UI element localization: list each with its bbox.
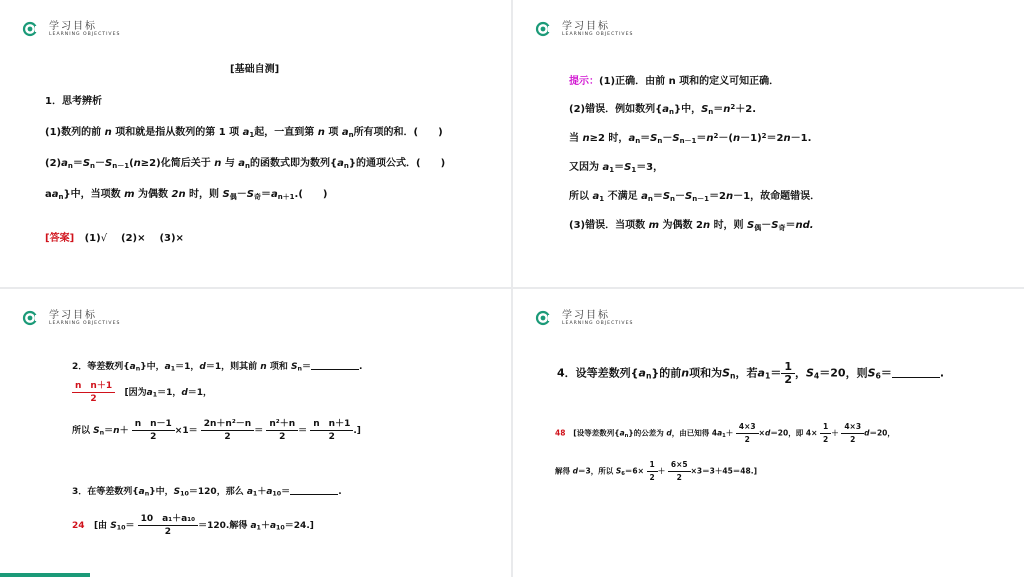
- slide-hint: [513, 0, 1024, 287]
- fraction: $\frac{4\times 3}{2}$: [736, 421, 759, 446]
- header-title: 学习目标: [562, 21, 610, 32]
- check-mark-icon: √: [100, 233, 108, 244]
- answer-blank: [290, 485, 338, 495]
- slide-basic-self-test: [0, 0, 511, 287]
- slide-question-4: [513, 289, 1024, 577]
- question-title: 1．思考辨析: [45, 96, 102, 107]
- fraction: $\frac{\text{n²＋n}}{2}$: [266, 418, 298, 443]
- header-subtitle: LEARNING OBJECTIVES: [562, 321, 634, 326]
- hint-line-2: (2)错误．例如数列$\{a_n\}$中，$S_n=n^2+2$.: [569, 102, 757, 116]
- question-2: 2．等差数列$\{a_n\}$中，$a_1=1$，d＝1，则其前 n 项和 $S_n=$ .: [72, 362, 363, 373]
- answer-2-fraction: $\frac{\text{n n＋1}}{2}$: [72, 380, 115, 405]
- fraction: $\frac{1}{2}$: [781, 361, 795, 386]
- header-subtitle: LEARNING OBJECTIVES: [49, 321, 121, 326]
- answer-blank: [311, 360, 359, 370]
- statement-2: $(2)a_n=S_n-S_{n-1}(n\ge 2)$化简后关于 n 与 $a_n$的函数式即为数列$\{a_n\}$的通项公式．( ): [45, 158, 446, 170]
- ring-logo-icon: [535, 310, 551, 326]
- statement-1: (1)数列的前 n 项和就是指从数列的第 1 项 $a_1$起，一直到第 n 项 $a_n$所有项的和．( ): [45, 127, 443, 139]
- fraction: $\frac{\text{10 a₁＋a₁₀}}{2}$: [138, 513, 199, 538]
- fraction: $\frac{\text{2n＋n²－n}}{2}$: [201, 418, 254, 443]
- statement-3: $aa_n$}中，当项数 m 为偶数 2n 时，则 $S_偶-S_奇=a_{n+1}$.( ): [45, 189, 328, 201]
- fraction: $\frac{\text{n n＋1}}{2}$: [310, 418, 353, 443]
- hint-line-3: 当 n≥2 时，$a_n=S_n-S_{n-1}=n^2-(n-1)^2=2n-1$.: [569, 131, 812, 145]
- fraction: $\frac{1}{2}$: [820, 421, 831, 446]
- answer-line: [答案] (1)√ (2)× (3)×: [45, 233, 184, 244]
- fraction: $\frac{6\times 5}{2}$: [668, 459, 691, 484]
- header-subtitle: LEARNING OBJECTIVES: [562, 32, 634, 37]
- header-subtitle: LEARNING OBJECTIVES: [49, 32, 121, 37]
- hint-line-1: 提示：(1)正确．由前 n 项和的定义可知正确．: [569, 76, 780, 87]
- answer-3-value: 24: [72, 521, 85, 531]
- answer-label: [答案]: [45, 233, 75, 244]
- answer-2-derivation: 所以 $S_n=n+$ $\frac{\text{n n－1}}{2}$ ×1＝ $\frac{\text{2n＋n²－n}}{2}$ ＝ $\frac{\text{n²＋n}}{2}$ ＝ $\frac{\text{n n＋1}}{2}$ .]: [72, 419, 361, 442]
- question-3: 3．在等差数列$\{a_n\}$中，$S_{10}=120$，那么 $a_1+a_{10}=$ .: [72, 487, 342, 498]
- fraction: $\frac{\text{n n－1}}{2}$: [132, 418, 175, 443]
- answer-4-line-2: 解得 d＝3，所以 $S_6=6\times$ $\frac{1}{2}$ ＋ $\frac{6\times 5}{2}$ ×3＝3＋45＝48.]: [555, 460, 757, 482]
- progress-bar-accent: [0, 573, 90, 577]
- header-title: 学习目标: [49, 310, 97, 321]
- ring-logo-icon: [22, 21, 38, 37]
- question-4: 4．设等差数列$\{a_n\}$的前n项和为$S_n$，若$a_1=$ $\frac{1}{2}$ ，$S_4=20$，则$S_6=$ .: [557, 360, 945, 386]
- answer-2: $\frac{\text{n n＋1}}{2}$ [因为$a_1=1$，d＝1，: [72, 380, 212, 405]
- hint-label: 提示：: [569, 76, 599, 87]
- header-title: 学习目标: [562, 310, 610, 321]
- fraction: $\frac{4\times 3}{2}$: [841, 421, 864, 446]
- section-title: [基础自测]: [230, 64, 280, 75]
- answer-3: 24 [由 $S_{10}=$ $\frac{\text{10 a₁＋a₁₀}}{2}$ ＝120.解得 $a_1+a_{10}=24$.]: [72, 514, 314, 537]
- answer-4-value: 48: [555, 428, 566, 438]
- answer-blank: [892, 368, 940, 378]
- fraction: $\frac{1}{2}$: [647, 459, 658, 484]
- slide-questions-2-3: [0, 289, 511, 577]
- hint-line-4: 又因为 $a_1=S_1=3$，: [569, 162, 664, 174]
- hint-line-5: 所以 $a_1$ 不满足 $a_n=S_n-S_{n-1}=2n-1$，故命题错误．: [569, 191, 821, 203]
- ring-logo-icon: [535, 21, 551, 37]
- answer-4-line-1: 48 [设等差数列$\{a_n\}$的公差为 d，由已知得 $4a_1+$ $\frac{4\times 3}{2}$ ×d＝20，即 4× $\frac{1}{2}$ ＋ $\frac{4\times 3}{2}$ d＝20，: [555, 422, 895, 444]
- hint-line-6: (3)错误．当项数 m 为偶数 2n 时，则 $S_偶-S_奇=nd$.: [569, 220, 814, 232]
- ring-logo-icon: [22, 310, 38, 326]
- header-title: 学习目标: [49, 21, 97, 32]
